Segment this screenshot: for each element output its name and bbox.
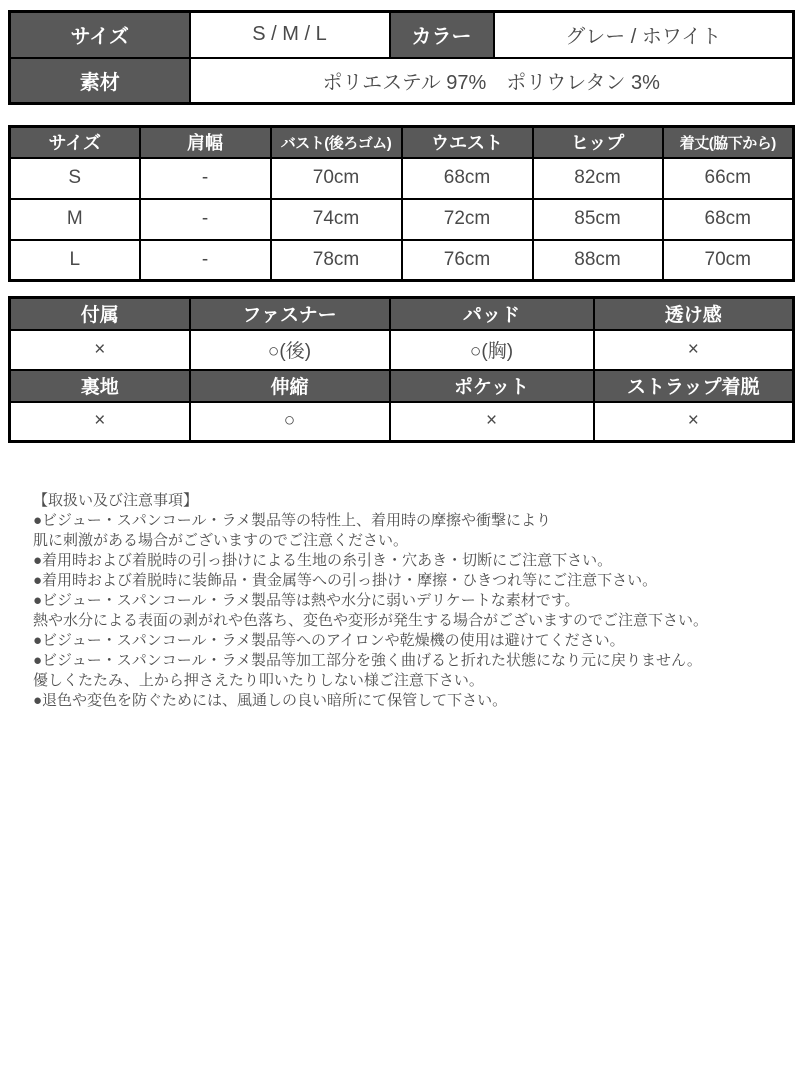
- feature-header-row: [10, 298, 794, 330]
- care-note-line: ●着用時および着脱時の引っ掛けによる生地の糸引き・穴あき・切断にご注意下さい。: [33, 552, 613, 569]
- measurement-cell: 70cm: [663, 240, 794, 281]
- material-label-cell: 素材: [10, 58, 190, 104]
- table-row: [10, 12, 794, 58]
- care-note-line: ●ビジュー・スパンコール・ラメ製品等加工部分を強く曲げると折れた状態になり元に戻りません。: [33, 652, 702, 669]
- column-header-hip: ヒップ: [533, 127, 663, 158]
- measurement-cell: -: [140, 158, 271, 199]
- feature-header-pad: パッド: [390, 298, 594, 330]
- care-note-line: 肌に刺激がある場合がございますのでご注意ください。: [33, 532, 409, 549]
- feature-header-pocket: ポケット: [390, 370, 594, 402]
- table-row-size-m: [10, 199, 794, 240]
- feature-header-row: [10, 370, 794, 402]
- measurement-cell: 74cm: [271, 199, 402, 240]
- care-note-line: 優しくたたみ、上から押さえたり叩いたりしない様ご注意下さい。: [33, 672, 484, 689]
- feature-header-fastener: ファスナー: [190, 298, 390, 330]
- measurement-cell: 70cm: [271, 158, 402, 199]
- measurement-cell: 82cm: [533, 158, 663, 199]
- feature-value-lining: ×: [10, 402, 190, 442]
- column-header-shoulder: 肩幅: [140, 127, 271, 158]
- care-note-line: ●退色や変色を防ぐためには、風通しの良い暗所にて保管して下さい。: [33, 692, 508, 709]
- column-header-bust: バスト(後ろゴム): [271, 127, 402, 158]
- measurement-cell: -: [140, 240, 271, 281]
- feature-value-row: [10, 330, 794, 370]
- table-row: [10, 58, 794, 104]
- feature-value-accessory: ×: [10, 330, 190, 370]
- feature-value-sheerness: ×: [594, 330, 794, 370]
- measurement-cell: 85cm: [533, 199, 663, 240]
- care-note-line: 熱や水分による表面の剥がれや色落ち、変色や変形が発生する場合がございますのでご注意下さい。: [33, 612, 709, 629]
- color-value-cell: グレー / ホワイト: [494, 12, 794, 58]
- measurement-cell: 68cm: [663, 199, 794, 240]
- care-note-line: ●ビジュー・スパンコール・ラメ製品等へのアイロンや乾燥機の使用は避けてください。: [33, 632, 625, 649]
- table-row-size-l: [10, 240, 794, 281]
- measurement-cell: 88cm: [533, 240, 663, 281]
- measurement-cell: 68cm: [402, 158, 533, 199]
- table-row-size-s: [10, 158, 794, 199]
- care-note-line: ●ビジュー・スパンコール・ラメ製品等の特性上、着用時の摩擦や衝撃により: [33, 512, 552, 529]
- feature-value-stretch: ○: [190, 402, 390, 442]
- measurement-cell: 66cm: [663, 158, 794, 199]
- feature-header-strap: ストラップ着脱: [594, 370, 794, 402]
- column-header-size: サイズ: [10, 127, 140, 158]
- spec-table: [8, 10, 795, 105]
- material-value-cell: ポリエステル 97% ポリウレタン 3%: [190, 58, 794, 104]
- feature-value-pad: ○(胸): [390, 330, 594, 370]
- measurement-cell: 76cm: [402, 240, 533, 281]
- size-name-cell: M: [10, 199, 140, 240]
- color-label-cell: カラー: [390, 12, 494, 58]
- size-label-cell: サイズ: [10, 12, 190, 58]
- feature-value-strap: ×: [594, 402, 794, 442]
- feature-header-accessory: 付属: [10, 298, 190, 330]
- feature-value-row: [10, 402, 794, 442]
- feature-value-fastener: ○(後): [190, 330, 390, 370]
- table-header-row: [10, 127, 794, 158]
- measurement-cell: -: [140, 199, 271, 240]
- measurement-cell: 78cm: [271, 240, 402, 281]
- size-value-cell: S / M / L: [190, 12, 390, 58]
- size-name-cell: S: [10, 158, 140, 199]
- feature-header-stretch: 伸縮: [190, 370, 390, 402]
- care-note-line: ●ビジュー・スパンコール・ラメ製品等は熱や水分に弱いデリケートな素材です。: [33, 592, 580, 609]
- feature-header-sheerness: 透け感: [594, 298, 794, 330]
- size-name-cell: L: [10, 240, 140, 281]
- measurement-cell: 72cm: [402, 199, 533, 240]
- feature-header-lining: 裏地: [10, 370, 190, 402]
- feature-value-pocket: ×: [390, 402, 594, 442]
- measurement-table: [8, 125, 795, 282]
- care-note-line: ●着用時および着脱時に装飾品・貴金属等への引っ掛け・摩擦・ひきつれ等にご注意下さい。: [33, 572, 658, 589]
- care-notes-title: 【取扱い及び注意事項】: [33, 492, 199, 509]
- column-header-length: 着丈(脇下から): [663, 127, 794, 158]
- column-header-waist: ウエスト: [402, 127, 533, 158]
- care-notes: [33, 491, 792, 711]
- feature-table: [8, 296, 795, 443]
